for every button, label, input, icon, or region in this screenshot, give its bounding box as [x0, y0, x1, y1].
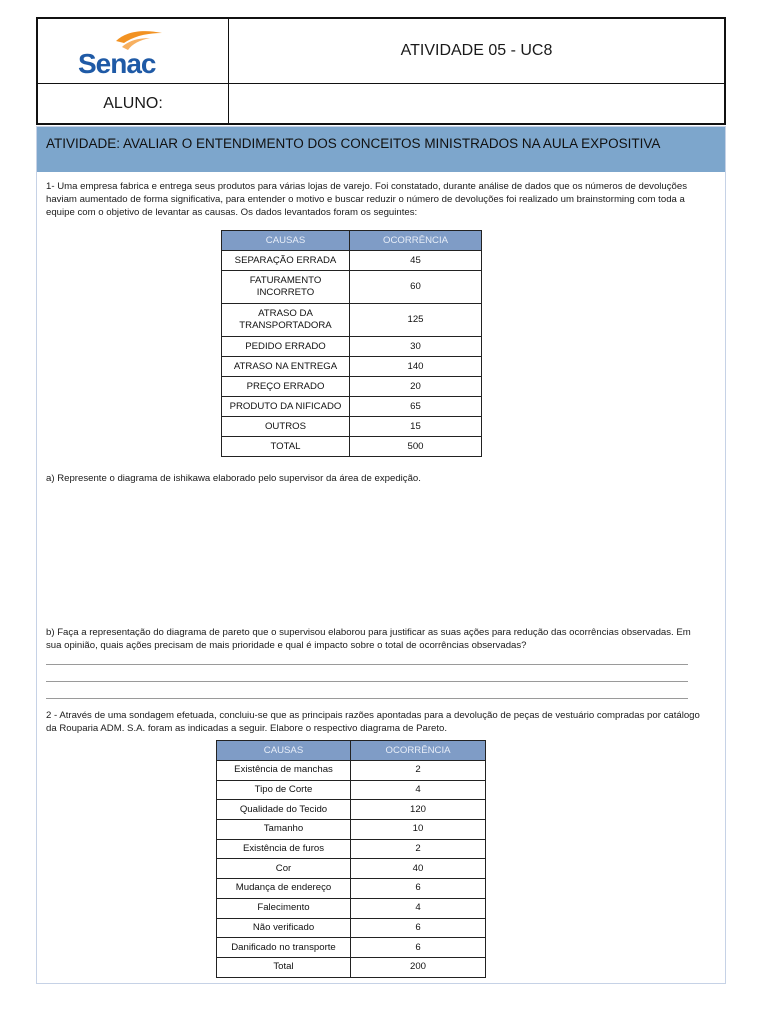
page-title: ATIVIDADE 05 - UC8 — [229, 19, 724, 84]
column-header-ocorrencia: OCORRÊNCIA — [351, 741, 486, 761]
occurrence-cell: 120 — [351, 800, 486, 820]
table-row — [217, 918, 486, 938]
table-row — [217, 839, 486, 859]
table-row — [217, 938, 486, 958]
occurrence-cell: 65 — [350, 397, 482, 417]
occurrence-cell: 200 — [351, 957, 486, 977]
table-row — [222, 271, 482, 304]
table-total-row — [217, 957, 486, 977]
table-row — [222, 397, 482, 417]
occurrence-cell: 15 — [350, 417, 482, 437]
occurrence-cell: 125 — [350, 304, 482, 337]
answer-line[interactable] — [46, 681, 688, 682]
occurrence-cell: 20 — [350, 377, 482, 397]
cause-cell: PRODUTO DA NIFICADO — [222, 397, 350, 417]
cause-cell: Total — [217, 957, 351, 977]
column-header-causas: CAUSAS — [222, 231, 350, 251]
table-row — [222, 417, 482, 437]
item-a-text: a) Represente o diagrama de ishikawa elaborado pelo supervisor da área de expedição. — [46, 473, 421, 484]
cause-cell: ATRASO NA ENTREGA — [222, 357, 350, 377]
header-table — [36, 17, 726, 125]
occurrence-cell: 45 — [350, 251, 482, 271]
cause-cell: Falecimento — [217, 898, 351, 918]
cause-cell: Danificado no transporte — [217, 938, 351, 958]
occurrence-cell: 40 — [351, 859, 486, 879]
table-row — [222, 251, 482, 271]
aluno-field[interactable] — [229, 84, 724, 123]
table-row — [222, 377, 482, 397]
svg-text:Senac: Senac — [78, 48, 156, 77]
item-b-text: b) Faça a representação do diagrama de pareto que o supervisou elaborou para justificar as suas ações para redução das ocorrências observadas. Em sua opinião, quais ações precisam de mais prioridade e qual é impacto sobre o total de ocorrências observadas? — [46, 627, 691, 651]
cause-cell: PREÇO ERRADO — [222, 377, 350, 397]
table-row — [222, 337, 482, 357]
table-row — [222, 357, 482, 377]
table-row — [217, 820, 486, 840]
occurrence-cell: 4 — [351, 780, 486, 800]
logo-cell — [38, 19, 229, 84]
cause-cell: Qualidade do Tecido — [217, 800, 351, 820]
cause-cell: Existência de furos — [217, 839, 351, 859]
question-1-text: 1- Uma empresa fabrica e entrega seus produtos para várias lojas de varejo. Foi constatado, durante análise de dados que os números de devoluções haviam aumentado de forma significativa, para entender o motivo e buscar reduzir o número de devoluções foi realizado um brainstorming com toda a equipe com o objetivo de levantar as causas. Os dados levantados foram os seguintes: — [46, 181, 688, 218]
cause-cell: Existência de manchas — [217, 761, 351, 781]
occurrence-cell: 4 — [351, 898, 486, 918]
cause-cell: Tipo de Corte — [217, 780, 351, 800]
occurrence-cell: 6 — [351, 918, 486, 938]
table-row — [217, 761, 486, 781]
occurrence-cell: 60 — [350, 271, 482, 304]
table-row — [217, 859, 486, 879]
table-row — [217, 800, 486, 820]
answer-line[interactable] — [46, 664, 688, 665]
occurrence-cell: 6 — [351, 879, 486, 899]
column-header-ocorrencia: OCORRÊNCIA — [350, 231, 482, 251]
cause-cell: TOTAL — [222, 437, 350, 457]
table-row — [222, 304, 482, 337]
occurrence-cell: 500 — [350, 437, 482, 457]
table-header-row — [222, 231, 482, 251]
cause-cell: FATURAMENTO INCORRETO — [222, 271, 350, 304]
cause-cell: Não verificado — [217, 918, 351, 938]
cause-cell: SEPARAÇÃO ERRADA — [222, 251, 350, 271]
occurrence-cell: 10 — [351, 820, 486, 840]
occurrence-cell: 30 — [350, 337, 482, 357]
cause-cell: ATRASO DA TRANSPORTADORA — [222, 304, 350, 337]
occurrence-cell: 6 — [351, 938, 486, 958]
column-header-causas: CAUSAS — [217, 741, 351, 761]
table-total-row — [222, 437, 482, 457]
cause-cell: PEDIDO ERRADO — [222, 337, 350, 357]
cause-cell: Mudança de endereço — [217, 879, 351, 899]
table-row — [217, 780, 486, 800]
occurrence-cell: 2 — [351, 839, 486, 859]
aluno-label: ALUNO: — [38, 84, 229, 123]
table-header-row — [217, 741, 486, 761]
answer-line[interactable] — [46, 698, 688, 699]
cause-cell: Cor — [217, 859, 351, 879]
senac-logo — [78, 27, 178, 77]
occurrence-cell: 2 — [351, 761, 486, 781]
cause-cell: OUTROS — [222, 417, 350, 437]
table-row — [217, 898, 486, 918]
activity-banner: ATIVIDADE: AVALIAR O ENTENDIMENTO DOS CONCEITOS MINISTRADOS NA AULA EXPOSITIVA — [37, 127, 725, 172]
cause-cell: Tamanho — [217, 820, 351, 840]
table-row — [217, 879, 486, 899]
occurrence-cell: 140 — [350, 357, 482, 377]
question-2-text: 2 - Através de uma sondagem efetuada, concluiu-se que as principais razões apontadas para a devolução de peças de vestuário compradas por catálogo da Rouparia ADM. S.A. foram as indicadas a seguir. Elabore o respectivo diagrama de Pareto. — [46, 710, 700, 734]
causes-table-2 — [216, 740, 486, 978]
causes-table-1 — [221, 230, 482, 457]
